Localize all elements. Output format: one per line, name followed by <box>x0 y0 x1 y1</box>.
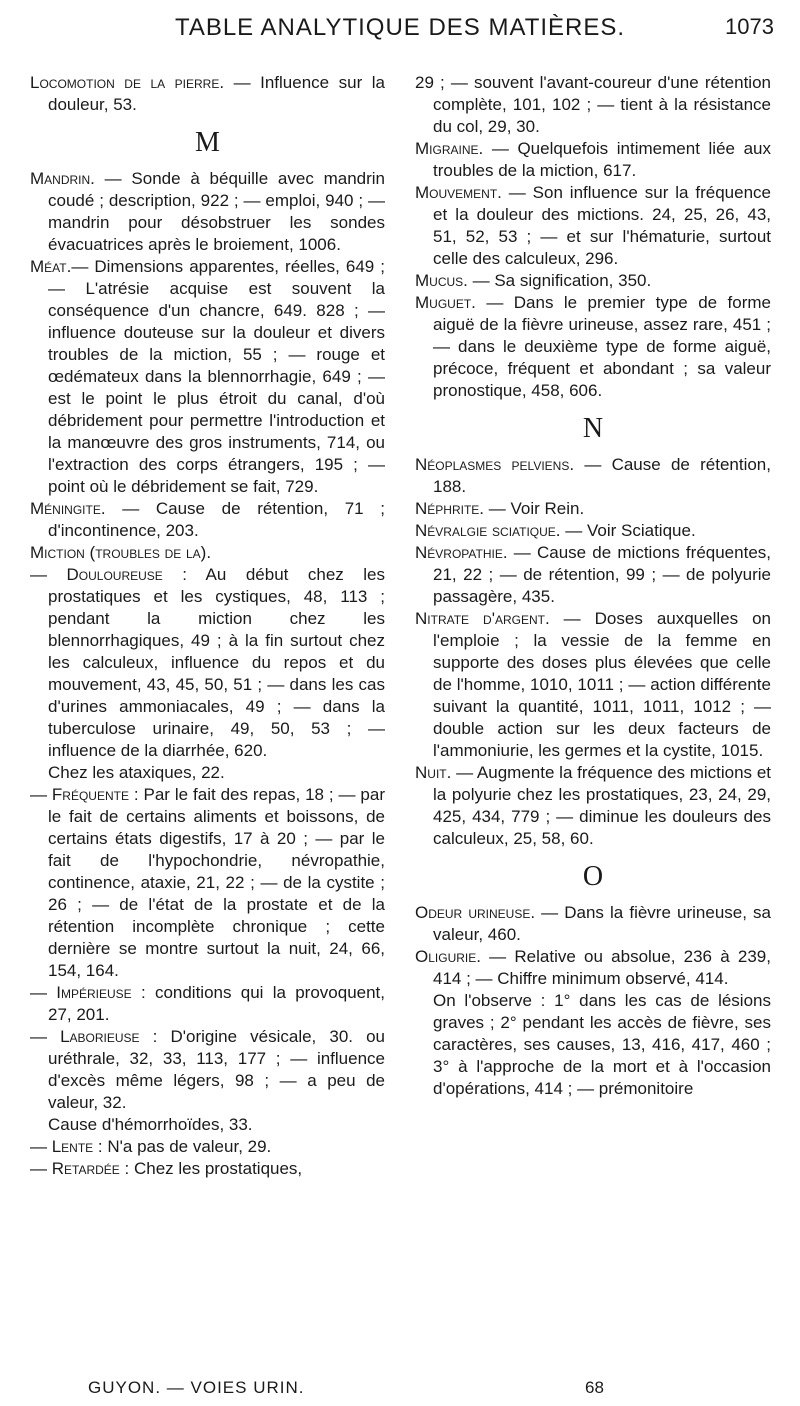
index-entry <box>30 72 385 116</box>
index-entry <box>415 902 771 946</box>
entry-heading: Névropathie. <box>415 543 508 562</box>
entry-heading: — Lente : <box>30 1137 103 1156</box>
index-entry <box>30 542 385 564</box>
index-entry <box>415 138 771 182</box>
index-entry <box>415 520 771 542</box>
index-entry <box>415 270 771 292</box>
entry-text: — Sonde à béquille avec mandrin coudé ; description, 922 ; — emploi, 940 ; — mandrin pour désobstruer les sondes évacuatrices après le broiement, 1006. <box>48 169 385 254</box>
entry-text: — Dans le premier type de forme aiguë de la fièvre urineuse, assez rare, 451 ; — dans le deuxième type de forme aiguë, précoce, fréquent et abondant ; sa valeur pronostique, 458, 606. <box>433 293 771 400</box>
entry-heading: Miction (troubles de la). <box>30 543 212 562</box>
index-entry <box>30 1158 385 1180</box>
entry-heading: Nitrate d'argent. <box>415 609 550 628</box>
entry-heading: Mouvement. <box>415 183 502 202</box>
index-entry <box>415 946 771 990</box>
index-entry <box>415 292 771 402</box>
signature-number: 68 <box>585 1378 604 1397</box>
entry-text: 29 ; — souvent l'avant-coureur d'une rétention complète, 101, 102 ; — tient à la résistance du col, 29, 30. <box>415 73 771 136</box>
entry-text: — Dimensions apparentes, réelles, 649 ; — L'atrésie acquise est souvent la conséquence d'un chancre, 649. 828 ; — influence douteuse sur la douleur et divers troubles de la miction, 55 ; — rouge et œdémateux dans la blennorrhagie, 649 ; — est le point le plus étroit du canal, d'où débridement pour permettre l'introduction et la manœuvre des gros instruments, 714, ou l'extraction des corps étrangers, 195 ; — point où le débridement se fait, 729. <box>48 257 385 496</box>
entry-heading: Méat. <box>30 257 72 276</box>
entry-text: — Cause de mictions fréquentes, 21, 22 ; — de rétention, 99 ; — de polyurie passagère, 435. <box>433 543 771 606</box>
entry-heading: — Fréquente : <box>30 785 139 804</box>
signature-line: GUYON. — VOIES URIN. <box>88 1378 305 1397</box>
index-entry <box>415 498 771 520</box>
entry-heading: — Impérieuse : <box>30 983 146 1002</box>
entry-text: On l'observe : 1° dans les cas de lésions graves ; 2° pendant les accès de fièvre, ses caractères, ses causes, 13, 416, 417, 460 ; 3° à l'approche de la mort et à l'occasion d'opérations, 414 ; — prémonitoire <box>433 991 771 1098</box>
entry-heading: Muguet. <box>415 293 476 312</box>
index-entry <box>415 182 771 270</box>
right-column <box>415 72 771 1100</box>
entry-heading: Mucus. <box>415 271 468 290</box>
entry-text: — Augmente la fréquence des mictions et la polyurie chez les prostatiques, 23, 24, 29, 425, 434, 779 ; — diminue les douleurs des calculeux, 25, 58, 60. <box>433 763 771 848</box>
entry-text: Chez les prostatiques, <box>129 1159 303 1178</box>
entry-heading: Néphrite. <box>415 499 485 518</box>
section-letter: N <box>582 413 604 444</box>
entry-heading: Odeur urineuse. <box>415 903 536 922</box>
index-entry <box>30 982 385 1026</box>
entry-text: Par le fait des repas, 18 ; — par le fait de certains aliments et boissons, de certains états digestifs, 17 à 20 ; — par le fait de l'hypochondrie, névropathie, continence, ataxie, 21, 22 ; — de la cystite ; 26 ; — de l'état de la prostate et de la rétention incomplète chronique ; cette dernière se montre surtout la nuit, 24, 66, 154, 164. <box>48 785 386 980</box>
entry-heading: Néoplasmes pelviens. <box>415 455 575 474</box>
entry-heading: Mandrin. <box>30 169 95 188</box>
index-entry <box>30 1114 385 1136</box>
entry-text: — Voir Rein. <box>484 499 585 518</box>
entry-heading: — Laborieuse : <box>30 1027 158 1046</box>
entry-text: Au début chez les prostatiques et les cystiques, 48, 113 ; pendant la miction chez les blennorrhagiques, 49 ; à la fin surtout chez les calculeux, influence du repos et du mouvement, 43, 45, 50, 51 ; — dans les cas d'urines ammoniacales, 49 ; — dans la tuberculose urinaire, 49, 50, 53 ; — influence de la diarrhée, 620. <box>48 565 385 760</box>
entry-text: — Doses auxquelles on l'emploie ; la vessie de la femme en supporte des doses plus élevées que celle de l'homme, 1010, 1011 ; — action différente suivant la quantité, 1011, 1011, 1012 ; — double action sur les deux facteurs de l'ammoniurie, les germes et la cystite, 1015. <box>433 609 771 760</box>
entry-text: D'origine vésicale, 30. ou uréthrale, 32, 33, 113, 177 ; — influence d'excès même légers, 98 ; — a peu de valeur, 32. <box>48 1027 385 1112</box>
index-entry <box>30 784 385 982</box>
entry-text: N'a pas de valeur, 29. <box>102 1137 272 1156</box>
running-title: TABLE ANALYTIQUE DES MATIÈRES. <box>174 14 626 41</box>
index-entry <box>415 542 771 608</box>
index-entry <box>415 454 771 498</box>
entry-text: — Cause de rétention, 188. <box>433 455 771 496</box>
page-header <box>0 14 800 48</box>
index-entry <box>30 168 385 256</box>
index-entry <box>30 1136 385 1158</box>
index-entry <box>415 608 771 762</box>
entry-heading: Névralgie sciatique. <box>415 521 561 540</box>
entry-text: — Sa signification, 350. <box>467 271 652 290</box>
entry-heading: Migraine. <box>415 139 484 158</box>
entry-heading: — Retardée : <box>30 1159 130 1178</box>
index-entry <box>415 762 771 850</box>
entry-heading: Nuit. <box>415 763 452 782</box>
entry-text: conditions qui la provoquent, 27, 201. <box>48 983 385 1024</box>
entry-heading: Locomotion de la pierre. <box>30 73 225 92</box>
entry-text: — Cause de rétention, 71 ; d'incontinence, 203. <box>48 499 385 540</box>
entry-text: — Son influence sur la fréquence et la douleur des mictions. 24, 25, 26, 43, 51, 52, 53 ; — et sur l'hématurie, surtout celle des calculeux, 296. <box>433 183 771 268</box>
index-entry <box>415 990 771 1100</box>
index-entry <box>30 564 385 762</box>
index-entry <box>415 72 771 138</box>
index-entry <box>30 256 385 498</box>
index-entry <box>30 498 385 542</box>
index-entry <box>30 1026 385 1114</box>
section-letter: O <box>582 861 604 892</box>
entry-heading: Méningite. <box>30 499 106 518</box>
entry-heading: — Douloureuse : <box>30 565 187 584</box>
left-column <box>30 72 385 1180</box>
section-letter: M <box>195 127 220 158</box>
entry-text: — Relative ou absolue, 236 à 239, 414 ; — Chiffre minimum observé, 414. <box>433 947 771 988</box>
entry-text: — Quelquefois intimement liée aux troubles de la miction, 617. <box>433 139 771 180</box>
entry-heading: Oligurie. <box>415 947 481 966</box>
entry-text: — Voir Sciatique. <box>560 521 696 540</box>
index-entry <box>30 762 385 784</box>
page-number: 1073 <box>725 14 774 39</box>
entry-text: — Dans la fièvre urineuse, sa valeur, 460. <box>433 903 772 944</box>
entry-text: — Influence sur la douleur, 53. <box>48 73 385 114</box>
entry-text: Chez les ataxiques, 22. <box>48 763 225 782</box>
entry-text: Cause d'hémorrhoïdes, 33. <box>48 1115 253 1134</box>
